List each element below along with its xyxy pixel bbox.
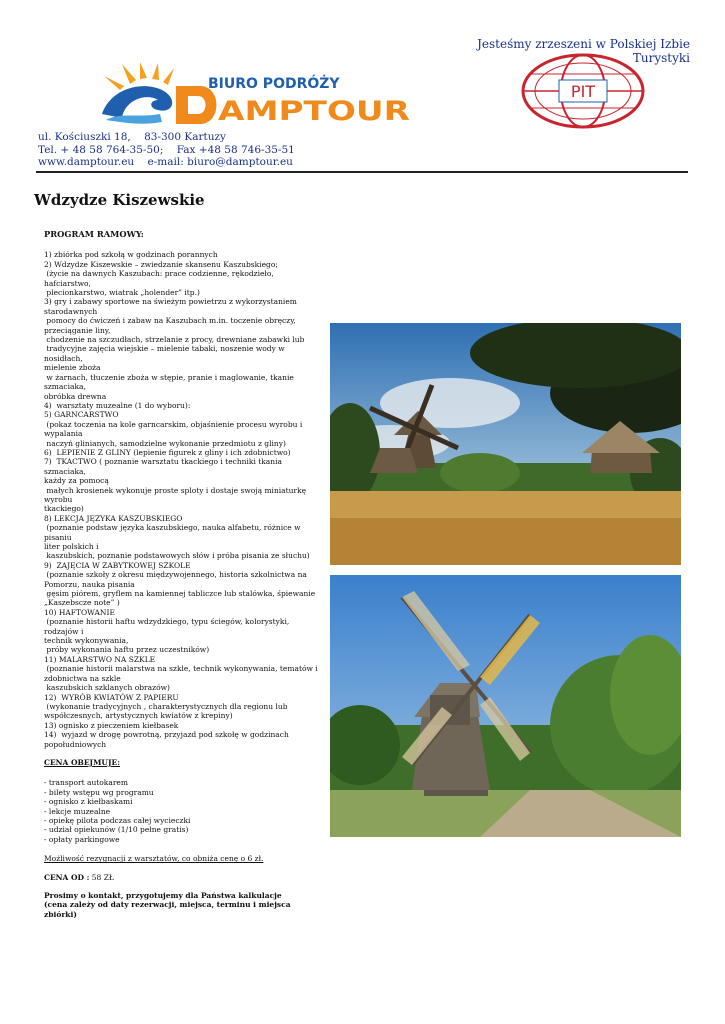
program-line: (poznanie podstaw języka kaszubskiego, nauka alfabetu, różnice w pisaniu <box>44 523 303 542</box>
program-line: 11) MALARSTWO NA SZKLE <box>44 654 156 664</box>
resignation-note: Możliwość rezygnacji z warsztatów, co obniża cenę o 6 zł. <box>44 854 264 864</box>
program-line: próby wykonania haftu przez uczestników) <box>44 645 210 655</box>
cena-item: - ognisko z kiełbaskami <box>44 797 133 807</box>
program-line: (pokaz toczenia na kole garncarskim, objaśnienie procesu wyrobu i <box>44 419 303 429</box>
closing-line-1: Prosimy o kontakt, przygotujemy dla Państwa kalkulacje <box>44 891 282 900</box>
program-line: (poznanie historii haftu wdzydzkiego, typu ściegów, kolorystyki, rodzajów i <box>44 617 292 636</box>
sun-rays-icon <box>104 62 174 90</box>
cena-item: - lekcje muzealne <box>44 806 111 816</box>
cena-item: - opłaty parkingowe <box>44 834 120 844</box>
program-line: liter polskich i <box>44 542 99 551</box>
closing-line-2: (cena zależy od daty rezerwacji, miejsca, terminu i miejsca zbiórki) <box>44 900 291 919</box>
cena-item: - udział opiekunów (1/10 pełne gratis) <box>44 825 189 835</box>
address-line: ul. Kościuszki 18, 83-300 Kartuzy <box>38 131 226 143</box>
program-line: wypalania <box>44 429 83 439</box>
price-label: CENA OD : <box>44 872 90 882</box>
program-line: Pomorzu, nauka pisania <box>44 579 135 589</box>
program-line: małych krosienek wykonuje proste sploty i dostaje swoją miniaturkę wyrobu <box>44 485 309 504</box>
program-line: tradycyjne zajęcia wiejskie – mielenie tabaki, noszenie wody w nosidłach, <box>44 344 287 363</box>
wooden-windmill-photo <box>330 575 681 837</box>
program-line: (poznanie historii malarstwa na szkle, technik wykonywania, tematów i <box>44 664 318 674</box>
contact-block <box>38 131 295 169</box>
program-line: każdy za pomocą <box>44 476 109 486</box>
program-line: plecionkarstwo, wiatrak „holender” itp.) <box>44 288 200 298</box>
program-line: 3) gry i zabawy sportowe na świeżym powietrzu z wykorzystaniem <box>44 297 297 307</box>
program-line: współczesnych, artystycznych kwiatów z krepiny) <box>44 711 233 721</box>
program-heading: PROGRAM RAMOWY: <box>44 229 144 239</box>
wave-icon <box>102 86 172 118</box>
program-line: 10) HAFTOWANIE <box>44 607 115 617</box>
svg-text:AMPTOUR: AMPTOUR <box>218 96 411 127</box>
program-line: 2) Wdzydze Kiszewskie – zwiedzanie skansenu Kaszubskiego; <box>44 259 278 269</box>
program-line: 13) ognisko z pieczeniem kiełbasek <box>44 720 179 730</box>
cena-item: - opiekę pilota podczas całej wycieczki <box>44 815 191 825</box>
header-divider <box>36 171 688 173</box>
program-line: w żarnach, tłuczenie zboża w stępie, pranie i maglowanie, tkanie szmaciaka, <box>44 372 297 392</box>
pit-acronym: PIT <box>570 82 596 101</box>
program-line: (życie na dawnych Kaszubach: prace codzienne, rękodzieło, hafciarstwo, <box>44 269 277 288</box>
program-line: popołudniowych <box>44 739 107 749</box>
program-line: chodzenie na szczudłach, strzelanie z procy, drewniane zabawki lub <box>44 335 305 345</box>
program-line: „Kaszebscze note” ) <box>44 598 120 608</box>
program-line: mielenie zboża <box>44 363 101 373</box>
skansen-windmill-photo <box>330 323 681 565</box>
pit-globe-logo <box>517 52 649 130</box>
program-line: kaszubskich, poznanie podstawowych słów i próba pisania ze słuchu) <box>44 551 310 561</box>
price-line <box>44 873 319 882</box>
pit-membership-text: Jesteśmy zrzeszeni w Polskiej Izbie Turystyki <box>477 37 690 65</box>
program-line: (wykonanie tradycyjnych , charakterystycznych dla regionu lub <box>44 701 288 711</box>
cena-list <box>44 778 319 844</box>
program-line: kaszubskich szklanych obrazów) <box>44 683 170 693</box>
logo-top-text: BIURO PODRÓŻY <box>208 76 340 92</box>
program-line: tkackiego) <box>44 504 84 514</box>
program-line: 4) warsztaty muzealne (1 do wyboru): <box>44 400 191 410</box>
program-line: 9) ZAJĘCIA W ZABYTKOWEJ SZKOLE <box>44 560 191 570</box>
program-body <box>44 230 319 919</box>
closing-text <box>44 891 319 919</box>
program-line: technik wykonywania, <box>44 636 129 646</box>
program-line: 1) zbiórka pod szkołą w godzinach porannych <box>44 250 218 260</box>
price-value: 58 ZŁ <box>89 872 114 882</box>
cena-heading: CENA OBEJMUJE: <box>44 757 120 767</box>
program-line: gęsim piórem, gryflem na kamiennej tabliczce lub stalówka, śpiewanie <box>44 589 316 599</box>
program-line: 7) TKACTWO ( poznanie warsztatu tkackiego i techniki tkania szmaciaka, <box>44 457 285 476</box>
web-email-line[interactable]: www.damptour.eu e-mail: biuro@damptour.eu <box>38 156 293 168</box>
program-line: 14) wyjazd w drogę powrotną, przyjazd pod szkołę w godzinach <box>44 730 289 740</box>
damptour-logo <box>100 62 420 130</box>
program-line: 6) LEPIENIE Z GLINY (lepienie figurek z gliny i ich zdobnictwo) <box>44 447 291 457</box>
program-list <box>44 250 319 749</box>
program-line: 12) WYRÓB KWIATÓW Z PAPIERU <box>44 692 179 702</box>
cena-item: - transport autokarem <box>44 778 128 788</box>
program-line: 5) GARNCARSTWO <box>44 410 119 420</box>
program-line: starodawnych <box>44 306 98 316</box>
phone-fax-line: Tel. + 48 58 764-35-50; Fax +48 58 746-35-51 <box>38 143 295 156</box>
program-line: przeciąganie liny, <box>44 325 111 335</box>
cena-item: - bilety wstępu wg programu <box>44 787 154 797</box>
program-line: (poznanie szkoły z okresu międzywojennego, historia szkolnictwa na <box>44 570 307 580</box>
program-line: zdobnictwa na szkle <box>44 673 121 683</box>
program-line: 8) LEKCJA JĘZYKA KASZUBSKIEGO <box>44 513 183 523</box>
page-title: Wdzydze Kiszewskie <box>34 191 205 209</box>
program-line: pomocy do ćwiczeń i zabaw na Kaszubach m.in. toczenie obręczy, <box>44 316 296 326</box>
program-line: naczyń glinianych, samodzielne wykonanie przedmiotu z gliny) <box>44 438 286 448</box>
program-line: obróbka drewna <box>44 391 107 401</box>
